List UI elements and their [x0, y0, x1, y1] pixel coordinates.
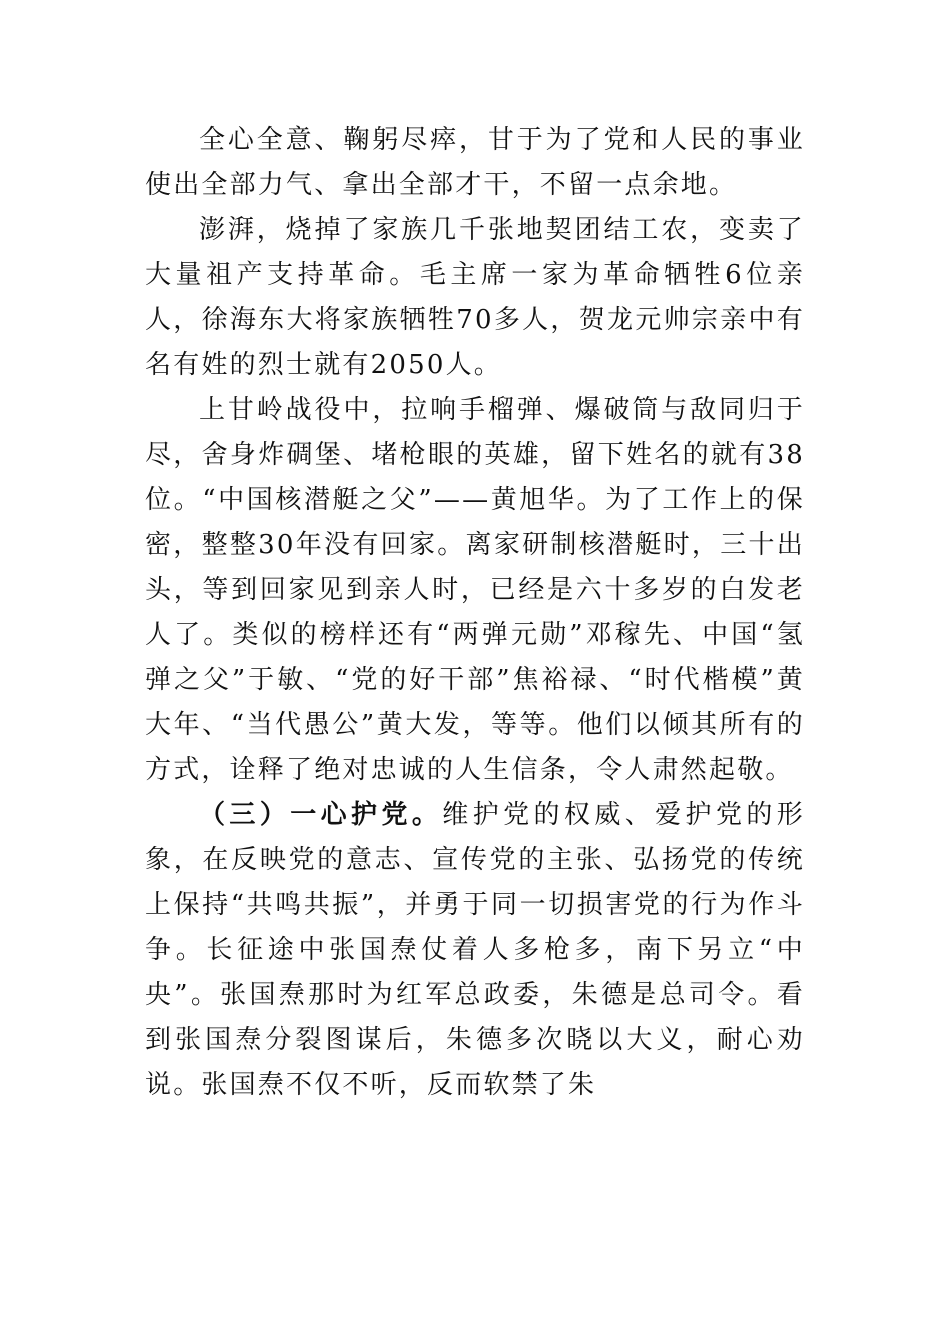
paragraph-1 — [145, 118, 805, 208]
paragraph-3-text: 上甘岭战役中，拉响手榴弹、爆破筒与敌同归于尽，舍身炸碉堡、堵枪眼的英雄，留下姓名的就有38位。“中国核潜艇之父”——黄旭华。为了工作上的保密，整整30年没有回家。离家研制核潜艇时，三十出头，等到回家见到亲人时，已经是六十多岁的白发老人了。类似的榜样还有“两弹元勋”邓稼先、中国“氢弹之父”于敏、“党的好干部”焦裕禄、“时代楷模”黄大年、“当代愚公”黄大发，等等。他们以倾其所有的方式，诠释了绝对忠诚的人生信条，令人肃然起敬。 — [145, 395, 805, 785]
section-heading: （三）一心护党。 — [199, 800, 443, 830]
paragraph-4 — [145, 793, 805, 1108]
paragraph-2-text: 澎湃，烧掉了家族几千张地契团结工农，变卖了大量祖产支持革命。毛主席一家为革命牺牲6位亲人，徐海东大将家族牺牲70多人，贺龙元帅宗亲中有名有姓的烈士就有2050人。 — [145, 215, 805, 380]
paragraph-3 — [145, 388, 805, 793]
paragraph-2 — [145, 208, 805, 388]
paragraph-4-text: 维护党的权威、爱护党的形象，在反映党的意志、宣传党的主张、弘扬党的传统上保持“共鸣共振”，并勇于同一切损害党的行为作斗争。长征途中张国焘仗着人多枪多，南下另立“中央”。张国焘那时为红军总政委，朱德是总司令。看到张国焘分裂图谋后，朱德多次晓以大义，耐心劝说。张国焘不仅不听，反而软禁了朱 — [145, 800, 805, 1100]
paragraph-1-text: 全心全意、鞠躬尽瘁，甘于为了党和人民的事业使出全部力气、拿出全部才干，不留一点余地。 — [145, 125, 805, 200]
body-text — [145, 118, 805, 1108]
